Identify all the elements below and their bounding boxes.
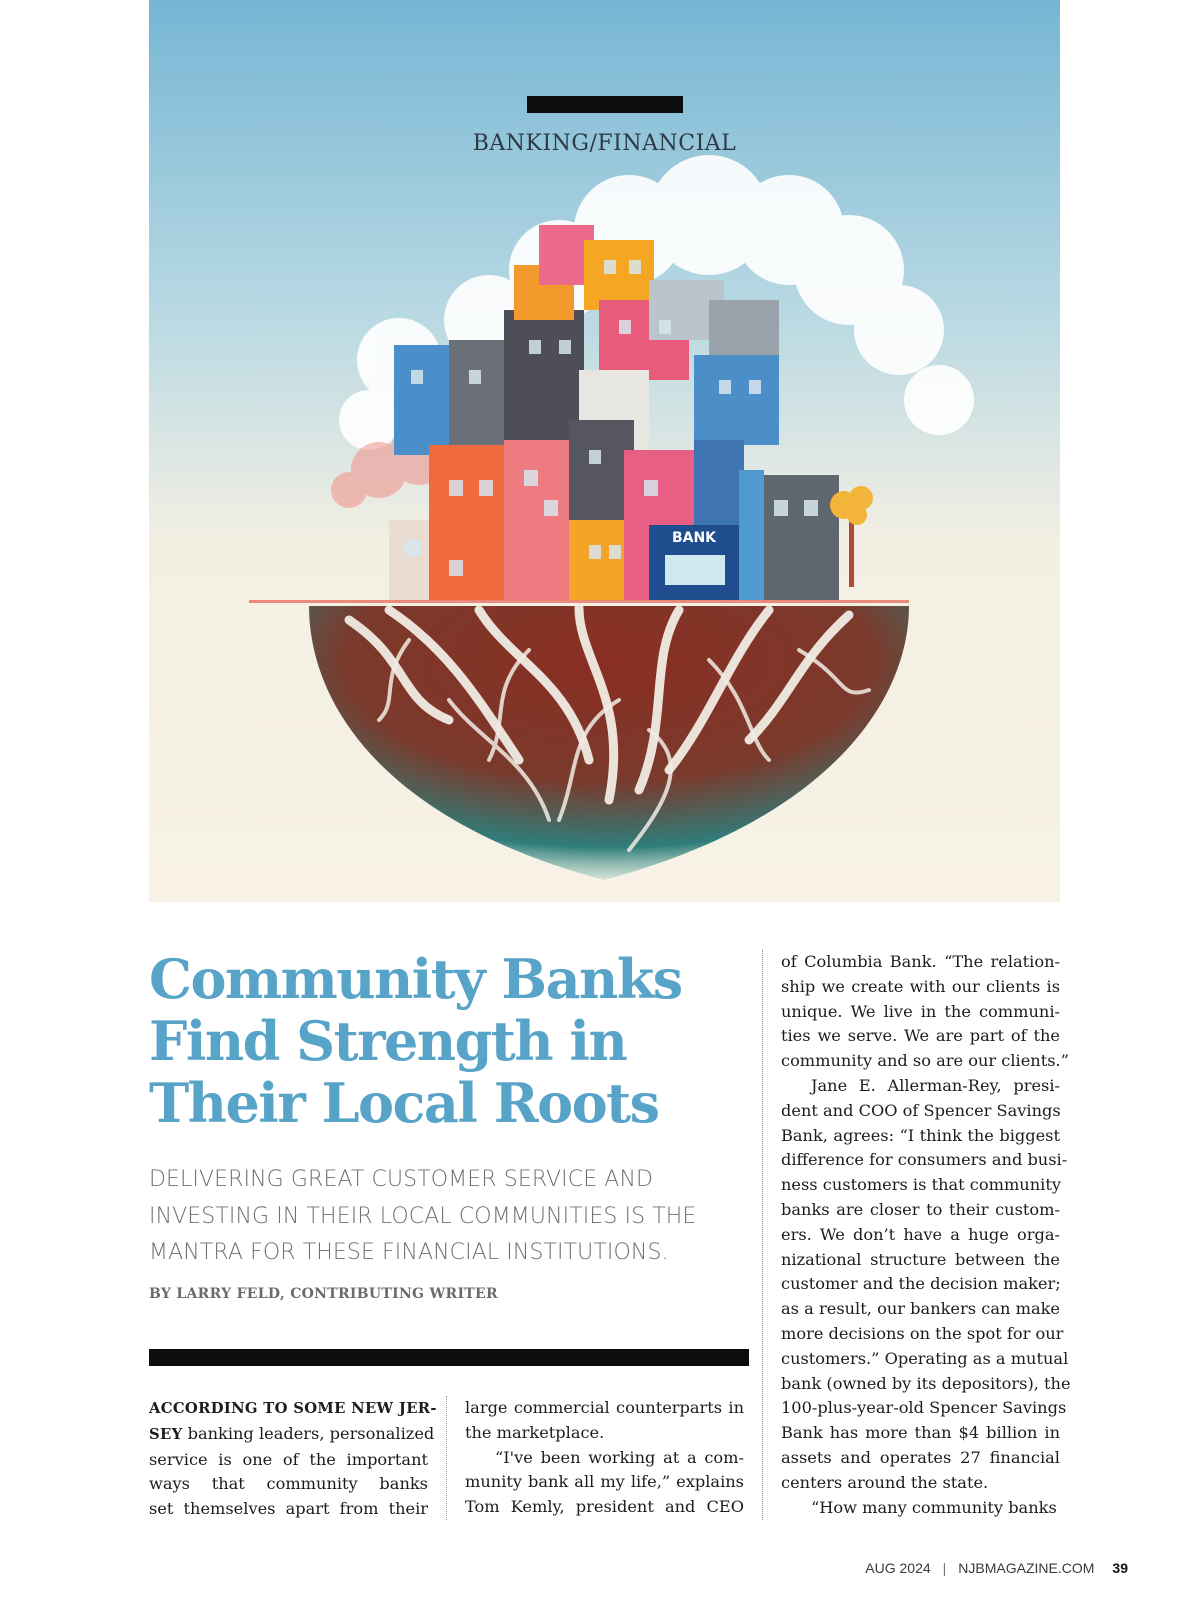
headline-line: Community Banks [149,947,682,1011]
issue-date: AUG 2024 [865,1560,931,1576]
body-line: ness customers is that community [781,1175,1061,1195]
deck-subheading [149,1162,749,1272]
lead-in: SEY [149,1425,183,1443]
body-line: assets and operates 27 financial [781,1447,1060,1467]
body-line: “I've been working at a com- [495,1447,744,1467]
body-line: the marketplace. [465,1422,605,1442]
deck-line: DELIVERING GREAT CUSTOMER SERVICE AND [149,1167,654,1192]
footer-separator: | [942,1560,947,1576]
deck-line: MANTRA FOR THESE FINANCIAL INSTITUTIONS. [149,1240,669,1265]
body-line: unique. We live in the communi- [781,1001,1060,1021]
body-line: of Columbia Bank. “The relation- [781,952,1060,971]
website-url: NJBMAGAZINE.COM [958,1560,1095,1576]
body-line [149,1396,437,1422]
lead-in: ACCORDING TO SOME NEW JER- [149,1400,437,1417]
page-footer [865,1560,1128,1576]
body-line: centers around the state. [781,1472,989,1492]
body-line: bank (owned by its depositors), the [781,1373,1071,1393]
headline-line: Find Strength in [149,1009,627,1073]
body-line: Bank has more than $4 billion in [781,1423,1060,1443]
body-line: difference for consumers and busi- [781,1150,1068,1170]
body-line: Bank, agrees: “I think the biggest [781,1125,1060,1145]
body-line: more decisions on the spot for our [781,1323,1064,1343]
body-column-2 [465,1396,744,1520]
body-line: banks are closer to their custom- [781,1199,1060,1219]
body-line: Jane E. Allerman-Rey, presi- [811,1075,1060,1095]
body-line: customers.” Operating as a mutual [781,1348,1069,1368]
body-line: munity bank all my life,” explains [465,1472,744,1492]
body-line: “How many community banks [811,1497,1057,1517]
body-line: Tom Kemly, president and CEO [465,1497,744,1517]
body-line: ship we create with our clients is [781,976,1060,996]
bank-sign-text: BANK [671,530,717,546]
body-line: as a result, our bankers can make [781,1299,1060,1319]
column-divider [446,1396,447,1520]
body-column-1 [149,1396,437,1522]
column-divider [762,950,763,1520]
body-line: dent and COO of Spencer Savings [781,1100,1061,1120]
body-line: ways that community banks [149,1474,428,1494]
headline [149,948,749,1134]
deck-line: INVESTING IN THEIR LOCAL COMMUNITIES IS THE [149,1203,697,1229]
body-line [149,1422,435,1448]
body-text: banking leaders, personalized [182,1423,435,1443]
section-bar [527,96,683,113]
body-column-3 [781,950,1071,1520]
body-line: ers. We don’t have a huge orga- [781,1224,1060,1244]
section-label: BANKING/FINANCIAL [472,131,737,156]
headline-line: Their Local Roots [149,1071,659,1135]
body-line: ties we serve. We are part of the [781,1026,1060,1046]
body-line: large commercial counterparts in [465,1398,744,1417]
page-number: 39 [1112,1560,1128,1576]
body-line: set themselves apart from their [149,1499,428,1519]
body-line: service is one of the important [149,1449,428,1469]
headline-rule [149,1349,749,1366]
body-line: nizational structure between the [781,1249,1060,1269]
body-line: 100-plus-year-old Spencer Savings [781,1398,1067,1418]
body-line: customer and the decision maker; [781,1274,1061,1294]
body-line: community and so are our clients.” [781,1051,1069,1071]
byline: BY LARRY FELD, CONTRIBUTING WRITER [149,1286,498,1302]
